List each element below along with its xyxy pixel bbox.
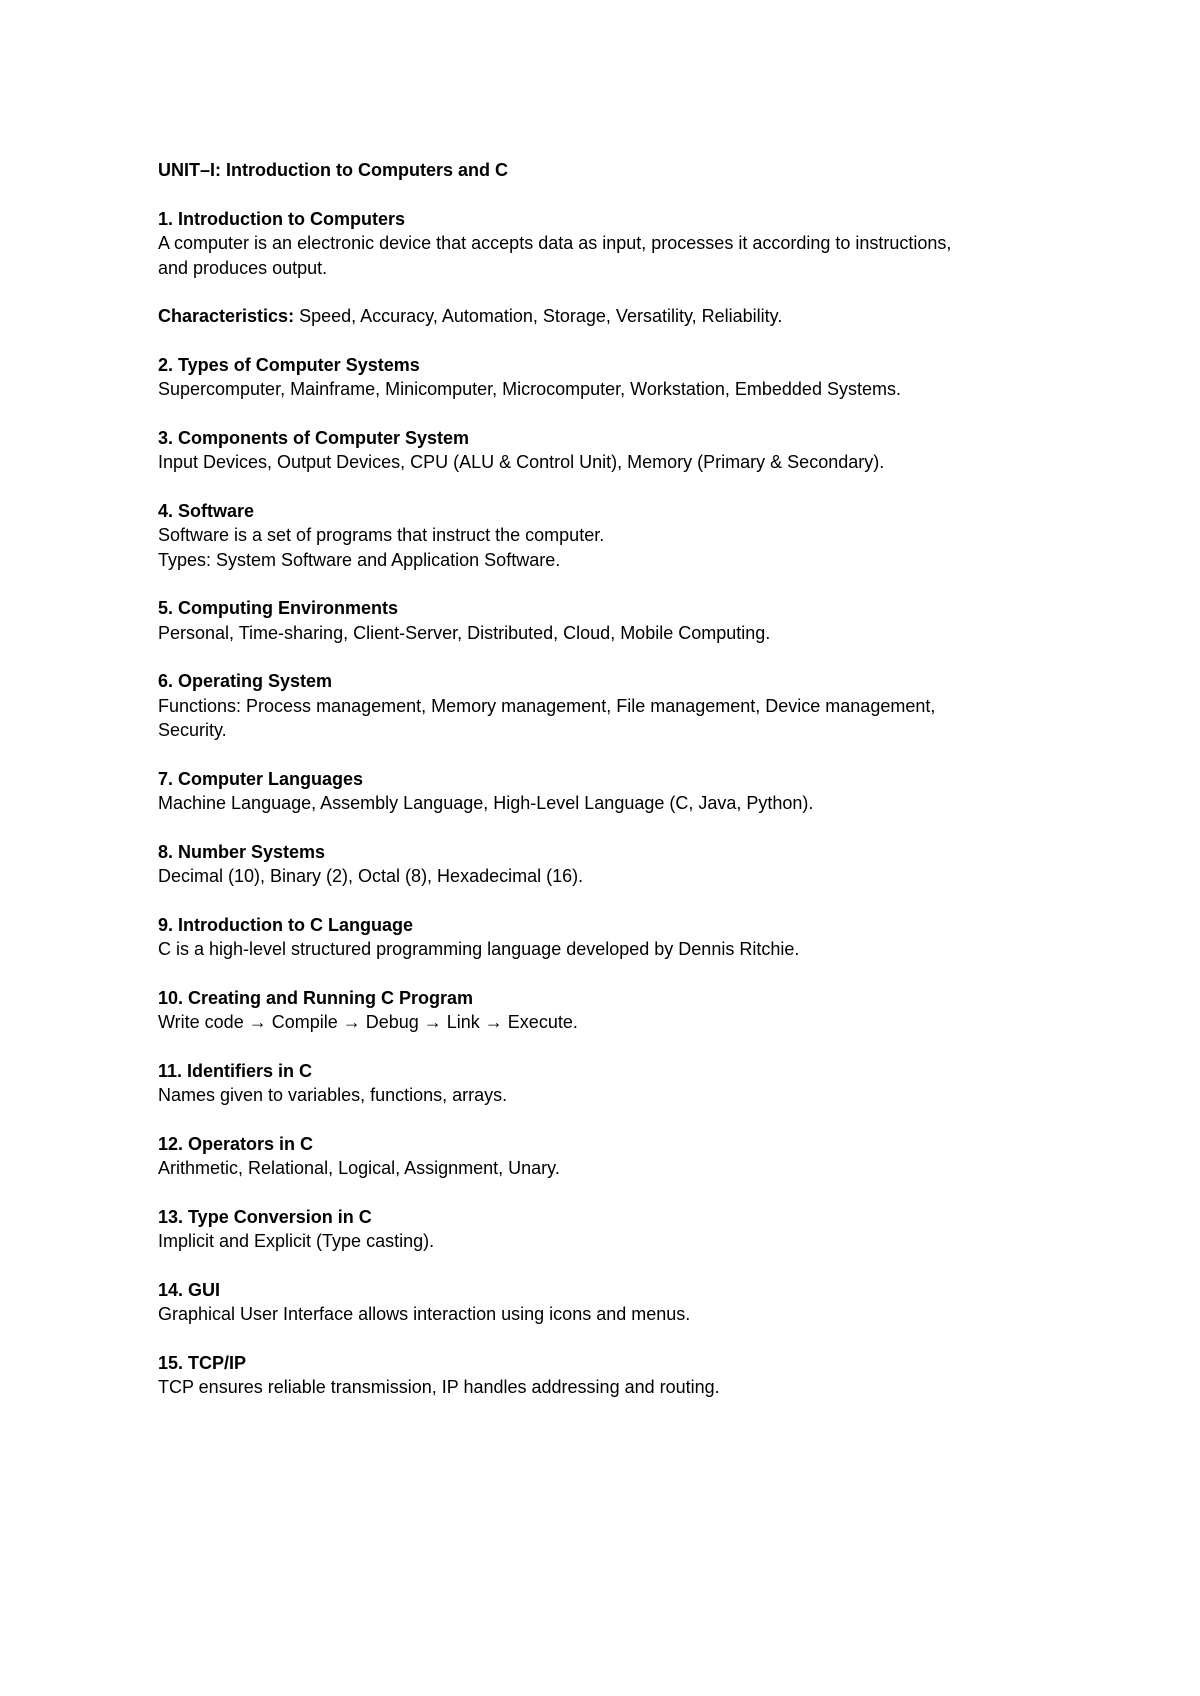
section-heading: 10. Creating and Running C Program [158,987,474,1008]
characteristics-label: Characteristics: [158,306,295,326]
section-text: Graphical User Interface allows interaction using icons and menus. [158,1304,691,1324]
section-text: C is a high-level structured programming language developed by Dennis Ritchie. [158,939,800,959]
sections-list [158,353,1058,1400]
section-heading: 3. Components of Computer System [158,427,470,448]
section-text: Machine Language, Assembly Language, High-Level Language (C, Java, Python). [158,793,814,813]
characteristics-paragraph [158,304,1058,329]
characteristics-text: Speed, Accuracy, Automation, Storage, Versatility, Reliability. [294,306,783,326]
section [158,499,1058,573]
section-text: Functions: Process management, Memory management, File management, Device management, [158,695,936,716]
section-text: Input Devices, Output Devices, CPU (ALU & Control Unit), Memory (Primary & Secondary). [158,452,885,472]
section-text: Names given to variables, functions, arrays. [158,1085,508,1105]
section-heading: 13. Type Conversion in C [158,1206,372,1227]
section-text: and produces output. [158,257,328,278]
section-heading: 5. Computing Environments [158,598,399,618]
section-heading: 2. Types of Computer Systems [158,354,420,375]
section [158,986,1058,1035]
section-heading: 14. GUI [158,1279,221,1300]
section-heading: 4. Software [158,500,255,521]
section-heading: 11. Identifiers in C [158,1060,313,1081]
section-heading: 15. TCP/IP [158,1352,247,1373]
section-text: Decimal (10), Binary (2), Octal (8), Hexadecimal (16). [158,866,584,886]
section [158,1351,1058,1400]
section [158,596,1058,645]
section-heading: 12. Operators in C [158,1133,314,1154]
section-text: Types: System Software and Application Software. [158,549,561,570]
section-text: Arithmetic, Relational, Logical, Assignment, Unary. [158,1158,560,1178]
section [158,1278,1058,1327]
section-text: TCP ensures reliable transmission, IP handles addressing and routing. [158,1377,720,1397]
section [158,1059,1058,1108]
section-heading: 7. Computer Languages [158,768,364,789]
section-text: A computer is an electronic device that accepts data as input, processes it according to instructions, [158,233,952,253]
section-intro [158,207,1058,281]
section-text: Software is a set of programs that instruct the computer. [158,525,605,545]
section [158,669,1058,743]
section-text: Supercomputer, Mainframe, Minicomputer, Microcomputer, Workstation, Embedded Systems. [158,379,901,399]
section [158,1205,1058,1254]
section-heading: 1. Introduction to Computers [158,208,405,229]
section-heading: 6. Operating System [158,671,333,691]
section [158,1132,1058,1181]
section-text: Implicit and Explicit (Type casting). [158,1231,435,1251]
section [158,426,1058,475]
document-page [158,158,1058,1424]
section-text: Personal, Time-sharing, Client-Server, Distributed, Cloud, Mobile Computing. [158,622,771,643]
section-text: Write code → Compile → Debug → Link → Execute. [158,1012,578,1032]
section [158,840,1058,889]
section [158,353,1058,402]
section [158,767,1058,816]
section-heading: 9. Introduction to C Language [158,914,413,935]
section-heading: 8. Number Systems [158,841,326,862]
section-text: Security. [158,720,227,740]
section [158,913,1058,962]
unit-title: UNIT–I: Introduction to Computers and C [158,160,508,180]
